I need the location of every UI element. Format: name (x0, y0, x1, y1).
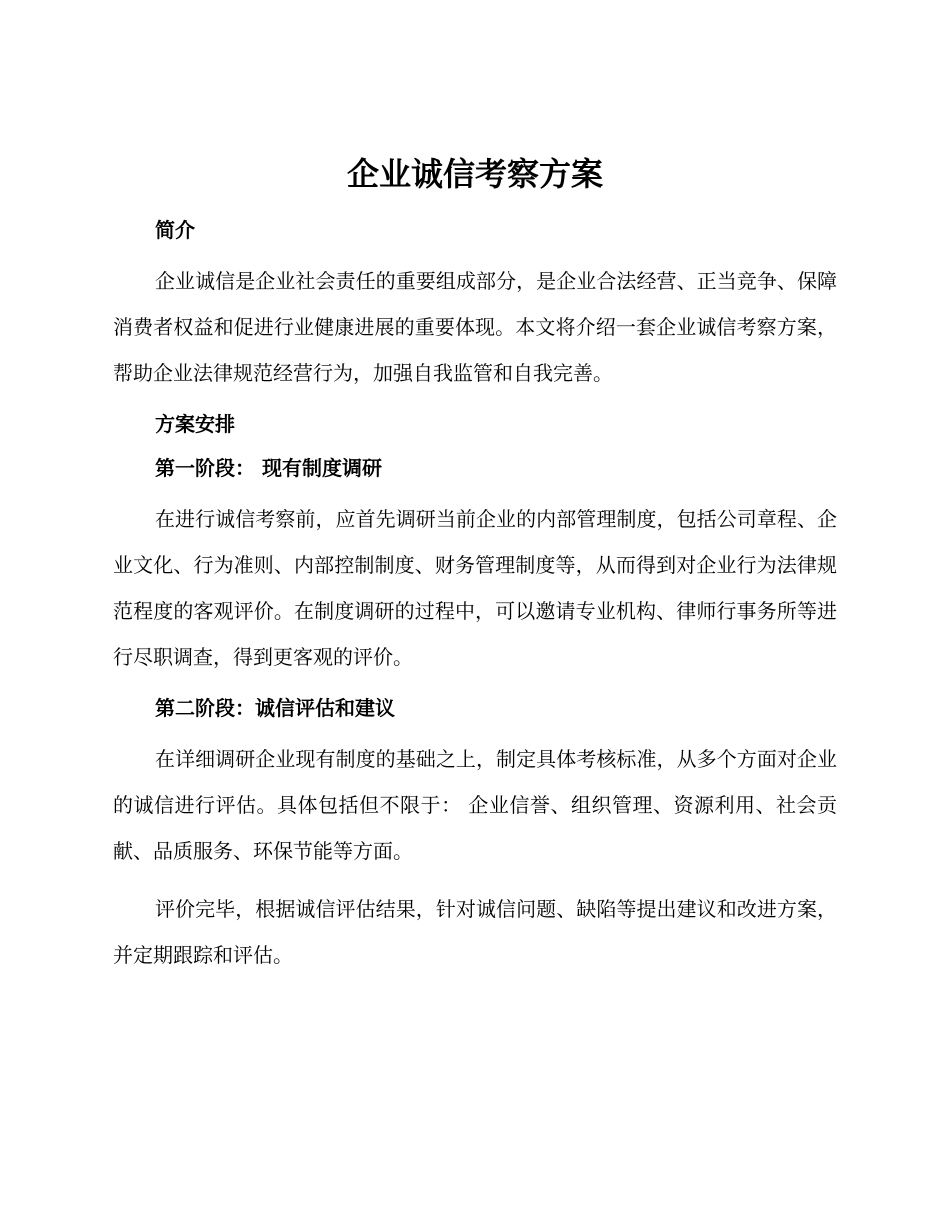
paragraph-stage-1: 在进行诚信考察前，应首先调研当前企业的内部管理制度，包括公司章程、企业文化、行为准则、内部控制制度、财务管理制度等，从而得到对企业行为法律规范程度的客观评价。在制度调研的过程中，可以邀请专业机构、律师行事务所等进行尽职调查，得到更客观的评价。 (113, 507, 837, 669)
paragraph-stage-2: 在详细调研企业现有制度的基础之上，制定具体考核标准，从多个方面对企业的诚信进行评估。具体包括但不限于： 企业信誉、组织管理、资源利用、社会贡献、品质服务、环保节能等方面。 (113, 747, 837, 863)
paragraph-conclusion: 评价完毕，根据诚信评估结果，针对诚信问题、缺陷等提出建议和改进方案，并定期跟踪和评估。 (113, 897, 837, 967)
document-body (113, 146, 837, 990)
paragraph-intro: 企业诚信是企业社会责任的重要组成部分，是企业合法经营、正当竞争、保障消费者权益和促进行业健康进展的重要体现。本文将介绍一套企业诚信考察方案，帮助企业法律规范经营行为，加强自我监管和自我完善。 (113, 269, 837, 385)
section-heading-plan: 方案安排 (155, 412, 235, 436)
section-heading-intro: 简介 (155, 218, 195, 242)
section-heading-stage-1: 第一阶段： 现有制度调研 (155, 456, 382, 480)
document-title: 企业诚信考察方案 (346, 155, 603, 193)
section-heading-stage-2: 第二阶段：诚信评估和建议 (155, 696, 395, 720)
